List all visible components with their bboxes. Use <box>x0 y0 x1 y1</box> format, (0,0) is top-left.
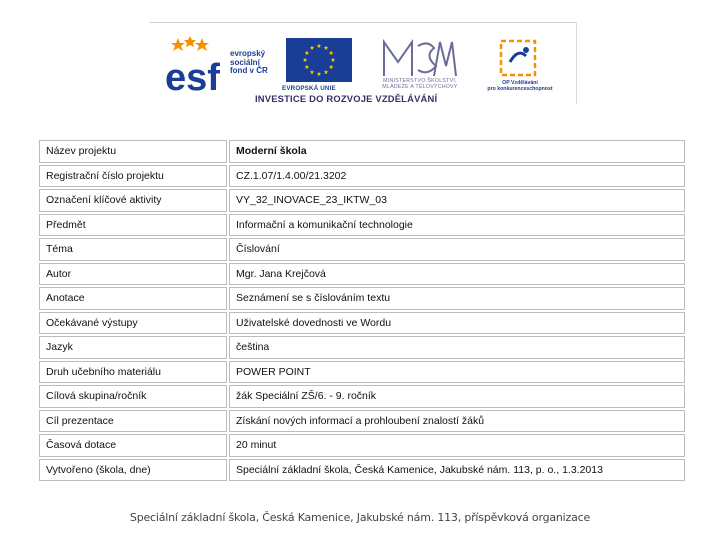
project-info-table <box>37 138 687 483</box>
row-value: Moderní škola <box>229 140 685 163</box>
table-row <box>39 410 685 433</box>
row-label: Vytvořeno (škola, dne) <box>39 459 227 482</box>
op-line-1: OP Vzdělávání <box>502 80 538 86</box>
eu-star <box>305 65 310 69</box>
table-row <box>39 434 685 457</box>
op-caption <box>480 80 560 92</box>
table-row <box>39 140 685 163</box>
msmt-caption <box>356 78 484 90</box>
table-row <box>39 336 685 359</box>
table-row <box>39 189 685 212</box>
row-value: Speciální základní škola, Česká Kamenice, Jakubské nám. 113, p. o., 1.3.2013 <box>229 459 685 482</box>
svg-text:esf: esf <box>165 57 220 96</box>
table-row <box>39 459 685 482</box>
table-row <box>39 238 685 261</box>
msmt-logo-icon <box>378 36 458 80</box>
eu-star <box>310 45 315 49</box>
row-label: Očekávané výstupy <box>39 312 227 335</box>
table-row <box>39 312 685 335</box>
row-label: Časová dotace <box>39 434 227 457</box>
esf-logo-icon <box>164 36 224 96</box>
row-value: Seznámení se s číslováním textu <box>229 287 685 310</box>
msmt-line-2: MLÁDEŽE A TĚLOVÝCHOVY <box>382 84 458 90</box>
row-value: Mgr. Jana Krejčová <box>229 263 685 286</box>
row-value: Informační a komunikační technologie <box>229 214 685 237</box>
eu-flag-icon <box>286 38 352 82</box>
eu-star <box>310 70 315 74</box>
row-value: Získání nových informací a prohloubení znalostí žáků <box>229 410 685 433</box>
eu-star <box>303 58 308 62</box>
table-row <box>39 385 685 408</box>
row-label: Předmět <box>39 214 227 237</box>
row-label: Cílová skupina/ročník <box>39 385 227 408</box>
row-value: 20 minut <box>229 434 685 457</box>
eu-star <box>317 44 322 48</box>
row-value: Číslování <box>229 238 685 261</box>
row-label: Téma <box>39 238 227 261</box>
row-value: VY_32_INOVACE_23_IKTW_03 <box>229 189 685 212</box>
eu-star <box>331 58 336 62</box>
esf-line-3: fond v ČR <box>230 66 268 75</box>
eu-star <box>324 45 329 49</box>
row-value: POWER POINT <box>229 361 685 384</box>
msmt-line-1: MINISTERSTVO ŠKOLSTVÍ, <box>383 78 457 84</box>
table-row <box>39 165 685 188</box>
eu-label: EVROPSKÁ UNIE <box>282 85 336 92</box>
row-label: Název projektu <box>39 140 227 163</box>
op-line-2: pro konkurenceschopnost <box>487 86 553 92</box>
esf-line-1: evropský <box>230 49 266 58</box>
row-value: čeština <box>229 336 685 359</box>
eu-star <box>305 51 310 55</box>
eu-star <box>317 72 322 76</box>
row-value: Uživatelské dovednosti ve Wordu <box>229 312 685 335</box>
logo-banner <box>150 22 578 104</box>
row-label: Jazyk <box>39 336 227 359</box>
investment-slogan: INVESTICE DO ROZVOJE VZDĚLÁVÁNÍ <box>255 93 438 104</box>
row-label: Druh učebního materiálu <box>39 361 227 384</box>
row-label: Registrační číslo projektu <box>39 165 227 188</box>
esf-line-2: sociální <box>230 57 260 67</box>
row-label: Cíl prezentace <box>39 410 227 433</box>
row-label: Autor <box>39 263 227 286</box>
banner-top-border <box>150 22 576 23</box>
esf-caption <box>230 50 268 76</box>
op-vzdelavani-logo-icon <box>498 38 538 78</box>
eu-star <box>329 65 334 69</box>
eu-star <box>329 51 334 55</box>
eu-star <box>324 70 329 74</box>
banner-right-border <box>576 22 577 104</box>
row-value: CZ.1.07/1.4.00/21.3202 <box>229 165 685 188</box>
table-row <box>39 263 685 286</box>
table-row <box>39 214 685 237</box>
row-label: Anotace <box>39 287 227 310</box>
table-row <box>39 287 685 310</box>
row-value: žák Speciální ZŠ/6. - 9. ročník <box>229 385 685 408</box>
footer-text: Speciální základní škola, Česká Kamenice, Jakubské nám. 113, příspěvková organizace <box>129 511 591 524</box>
table-row <box>39 361 685 384</box>
row-label: Označení klíčové aktivity <box>39 189 227 212</box>
